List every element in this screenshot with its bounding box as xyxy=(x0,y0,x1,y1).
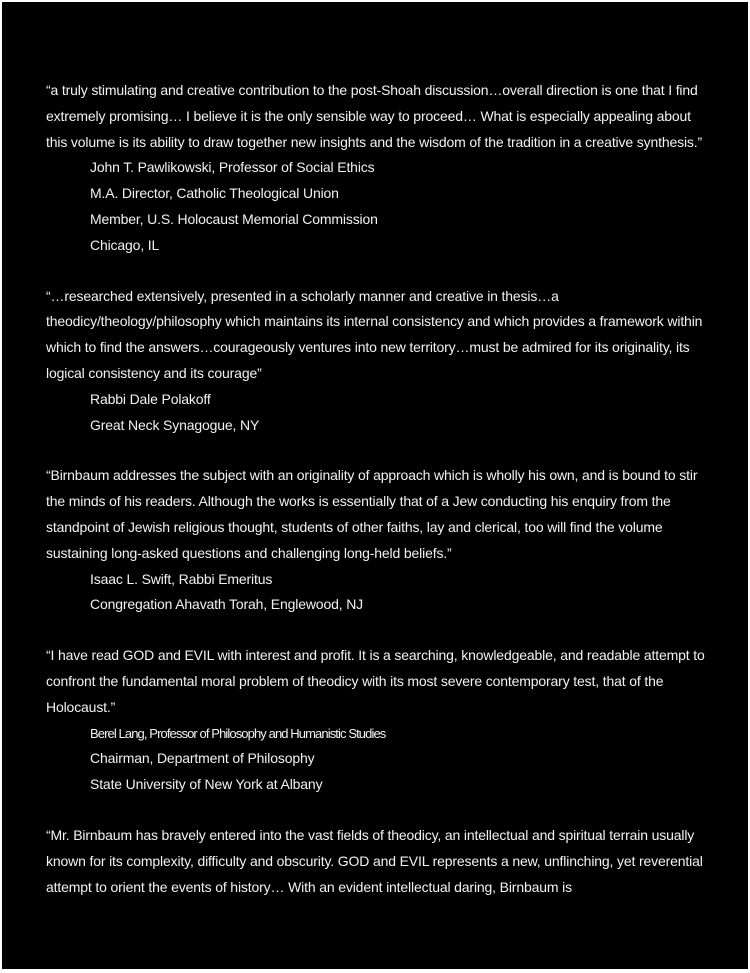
attribution-line: Great Neck Synagogue, NY xyxy=(90,416,260,433)
testimonial xyxy=(46,823,714,900)
testimonial-quote: “Birnbaum addresses the subject with an originality of approach which is wholly his own, and is bound to stir the minds of his readers. Although the works is essentially that of a Jew conducting his enquiry from the standpoint of Jewish religious thought, students of other faiths, lay and clerical, too will find the volume sustaining long-asked questions and challenging long-held beliefs.” xyxy=(46,467,698,561)
testimonial-quote: “a truly stimulating and creative contribution to the post-Shoah discussion…overall direction is one that I find extremely promising… I believe it is the only sensible way to proceed… What is especially appealing about this volume is its ability to draw together new insights and the wisdom of the tradition in a creative synthesis.” xyxy=(46,82,703,150)
testimonial-quote: “I have read GOD and EVIL with interest and profit. It is a searching, knowledgeable, and readable attempt to confront the fundamental moral problem of theodicy with its most severe contemporary test, that of the Holocaust.” xyxy=(46,647,705,715)
testimonial-quote: “…researched extensively, presented in a scholarly manner and creative in thesis…a theodicy/theology/philosophy which maintains its internal consistency and which provides a framework within which to find the answers…courageously ventures into new territory…must be admired for its originality, its logical consistency and its courage” xyxy=(46,287,703,381)
testimonial-attribution xyxy=(46,721,714,798)
testimonial-attribution xyxy=(46,567,714,619)
attribution-line: Member, U.S. Holocaust Memorial Commission xyxy=(90,210,378,227)
attribution-line: Chairman, Department of Philosophy xyxy=(90,750,315,767)
testimonial-quote: “Mr. Birnbaum has bravely entered into the vast fields of theodicy, an intellectual and spiritual terrain usually known for its complexity, difficulty and obscurity. GOD and EVIL represents a new, unflinching, yet reverential attempt to orient the events of history… With an evident intellectual daring, Birnbaum is xyxy=(46,826,703,895)
attribution-line: Isaac L. Swift, Rabbi Emeritus xyxy=(90,570,273,587)
attribution-line: Rabbi Dale Polakoff xyxy=(90,390,211,407)
testimonial-attribution xyxy=(46,155,714,258)
attribution-line: John T. Pawlikowski, Professor of Social Ethics xyxy=(90,159,375,176)
testimonials-list xyxy=(46,78,714,925)
attribution-line: Berel Lang, Professor of Philosophy and Humanistic Studies xyxy=(90,725,386,741)
testimonial xyxy=(46,463,714,618)
testimonial xyxy=(46,643,714,798)
attribution-line: M.A. Director, Catholic Theological Union xyxy=(90,185,339,202)
attribution-line: Chicago, IL xyxy=(90,236,160,253)
testimonial xyxy=(46,78,714,259)
attribution-line: Congregation Ahavath Torah, Englewood, NJ xyxy=(90,596,364,613)
testimonial xyxy=(46,284,714,439)
attribution-line: State University of New York at Albany xyxy=(90,776,323,793)
testimonial-attribution xyxy=(46,387,714,439)
document-page xyxy=(2,2,748,969)
